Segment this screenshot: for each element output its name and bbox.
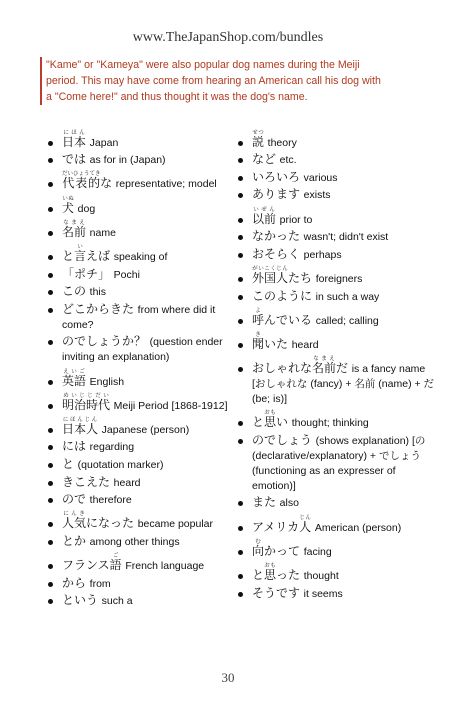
vocab-item (238, 128, 438, 150)
kana-text: のでしょう (252, 432, 313, 447)
vocab-term (252, 410, 289, 430)
vocab-item (238, 586, 438, 601)
vocab-gloss: various (303, 171, 338, 184)
vocab-term (62, 368, 87, 388)
vocab-gloss: from (89, 577, 111, 590)
ruby-base: 思 (264, 415, 277, 430)
vocab-gloss: became popular (137, 518, 213, 531)
kana-text: では (62, 152, 87, 167)
vocab-term (62, 457, 74, 471)
kana-text: んでいる (264, 312, 313, 327)
ruby-word (299, 514, 312, 534)
kana-text: おしゃれな (252, 361, 313, 376)
kana-text: いろいろ (252, 169, 301, 184)
vocab-term (62, 129, 87, 149)
vocab-gloss: called; calling (315, 314, 379, 327)
ruby-base: 向 (252, 543, 265, 558)
vocab-term (62, 152, 86, 166)
vocab-item (48, 439, 238, 454)
vocab-term (252, 495, 276, 509)
furigana: がいこくじん (252, 265, 289, 272)
ruby-word (252, 538, 265, 558)
furigana: おも (264, 563, 277, 570)
vocab-gloss: theory (267, 136, 297, 149)
ruby-word (264, 410, 277, 430)
ruby-base: 人気 (62, 516, 87, 531)
kana-text: 「ポチ」 (62, 266, 111, 281)
kana-text: この (62, 284, 87, 299)
ruby-word (62, 171, 101, 191)
vocab-gloss: foreigners (315, 272, 363, 285)
vocab-gloss: name (89, 226, 116, 239)
ruby-base: 明治時代 (62, 397, 111, 412)
vocab-gloss: French language (125, 560, 205, 573)
ruby-word (252, 331, 265, 351)
ruby-base: 人 (299, 519, 312, 534)
vocab-term (252, 563, 301, 583)
furigana: じん (299, 514, 312, 521)
vocab-term (252, 433, 312, 447)
vocab-gloss: (shows explanation) [の (declarative/explanatory) + でしょう (functioning as an expresser of emotion)] (252, 434, 426, 492)
ruby-word (62, 219, 87, 239)
kana-text: など (252, 152, 277, 167)
vocab-gloss: thought; thinking (291, 417, 369, 430)
vocab-gloss: such a (101, 595, 133, 608)
vocab-term (62, 334, 146, 348)
vocab-item (48, 194, 238, 216)
vocab-term (62, 511, 135, 531)
vocab-term (252, 331, 289, 351)
vocab-item (238, 537, 438, 559)
ruby-base: 聞 (252, 336, 265, 351)
vocab-item (48, 284, 238, 299)
vocab-gloss: (quotation marker) (77, 459, 164, 472)
vocab-item (48, 415, 238, 437)
vocab-gloss: it seems (303, 587, 343, 600)
vocab-item (238, 330, 438, 352)
ruby-word (252, 307, 265, 327)
vocab-item (48, 593, 238, 608)
vocab-item (48, 475, 238, 490)
kana-text: たち (288, 270, 313, 285)
kana-text: また (252, 495, 277, 510)
kana-text: えば (86, 248, 111, 263)
kana-text: な (100, 176, 113, 191)
vocab-term (62, 219, 87, 239)
vocab-term (252, 129, 265, 149)
ruby-base: 日本 (62, 134, 87, 149)
vocab-term (62, 243, 111, 263)
vocab-item (48, 242, 238, 264)
vocab-gloss: this (89, 286, 107, 299)
vocab-term (62, 171, 113, 191)
ruby-word (252, 206, 277, 226)
furigana: いぬ (62, 195, 75, 202)
vocab-gloss: regarding (89, 441, 135, 454)
vocab-term (62, 284, 86, 298)
furigana: いぜん (252, 206, 277, 213)
vocab-term (252, 170, 300, 184)
vocab-gloss: Japanese (person) (101, 423, 190, 436)
vocab-gloss: in such a way (315, 290, 380, 303)
ruby-word (312, 356, 337, 376)
vocab-term (252, 307, 313, 327)
ruby-base: 呼 (252, 312, 265, 327)
vocab-item (48, 510, 238, 532)
vocab-gloss: American (person) (314, 521, 402, 534)
vocab-gloss: as for in (Japan) (89, 154, 166, 167)
vocab-item (238, 187, 438, 202)
ruby-base: 言 (74, 248, 87, 263)
furigana: い (74, 243, 87, 250)
vocab-item (48, 552, 238, 574)
kana-text: になった (86, 516, 135, 531)
kana-text: おそらく (252, 246, 301, 261)
site-url: www.TheJapanShop.com/bundles (132, 30, 324, 45)
vocab-gloss: from where did it come? (62, 303, 216, 331)
kana-text: あります (252, 187, 301, 202)
ruby-word (62, 511, 87, 531)
vocab-term (62, 534, 86, 548)
furigana: なまえ (62, 219, 87, 226)
vocab-item (48, 170, 238, 192)
furigana: よ (252, 307, 265, 314)
kana-text: い (276, 415, 289, 430)
ruby-base: 外国人 (252, 270, 289, 285)
vocab-term (62, 439, 86, 453)
kana-text: だ (336, 361, 349, 376)
vocab-gloss: facing (303, 545, 332, 558)
kana-text: った (276, 568, 301, 583)
vocab-gloss: etc. (279, 154, 297, 167)
furigana: めいじじだい (62, 392, 111, 399)
kana-text: いた (264, 336, 289, 351)
furigana: おも (264, 410, 277, 417)
ruby-word (62, 195, 75, 215)
vocab-item (48, 534, 238, 549)
ruby-word (62, 129, 87, 149)
kana-text: とか (62, 534, 87, 549)
vocab-item (238, 205, 438, 227)
kana-text: と (62, 248, 75, 263)
furigana: せつ (252, 129, 265, 136)
vocab-item (238, 170, 438, 185)
vocab-item (238, 152, 438, 167)
ruby-word (62, 416, 99, 436)
kana-text: フランス (62, 558, 110, 573)
vocab-term (62, 416, 99, 436)
vocab-term (62, 475, 110, 489)
ruby-base: 英語 (62, 373, 87, 388)
kana-text: には (62, 439, 87, 454)
vocab-item (238, 513, 438, 535)
vocab-item (48, 334, 238, 364)
vocab-term (252, 187, 300, 201)
kana-text: アメリカ (252, 519, 300, 534)
kana-text: このように (252, 288, 313, 303)
kana-text: どこからきた (62, 301, 135, 316)
vocab-gloss: Meiji Period [1868-1912] (113, 399, 228, 412)
kana-text: きこえた (62, 474, 111, 489)
vocab-item (48, 492, 238, 507)
vocab-item (238, 289, 438, 304)
ruby-word (62, 368, 87, 388)
vocab-gloss: is a fancy name [おしゃれな (fancy) + 名前 (name) + だ (be; is)] (252, 363, 435, 406)
vocab-item (48, 152, 238, 167)
vocab-term (252, 206, 277, 226)
vocab-item (238, 229, 438, 244)
kana-text: そうです (252, 585, 301, 600)
vocab-term (252, 586, 300, 600)
ruby-word (74, 243, 87, 263)
vocab-item (48, 391, 238, 413)
vocab-item (238, 355, 438, 407)
ruby-word (264, 563, 277, 583)
ruby-base: 思 (264, 568, 277, 583)
kana-text: という (62, 593, 99, 608)
vocab-item (48, 457, 238, 472)
furigana: なまえ (312, 356, 337, 363)
vocab-gloss: representative; model (115, 178, 217, 191)
vocab-term (252, 152, 276, 166)
ruby-base: 語 (109, 558, 122, 573)
furigana: む (252, 538, 265, 545)
vocab-gloss: therefore (89, 494, 132, 507)
vocab-item (48, 218, 238, 240)
furigana: えいご (62, 368, 87, 375)
ruby-word (252, 265, 289, 285)
vocab-gloss: heard (113, 476, 141, 489)
vocab-gloss: dog (77, 202, 96, 215)
vocab-gloss: exists (303, 189, 331, 202)
ruby-base: 代表的 (62, 176, 101, 191)
page-number: 30 (221, 670, 235, 685)
vocab-item (238, 409, 438, 431)
vocab-item (48, 128, 238, 150)
ruby-base: 名前 (62, 224, 87, 239)
kana-text: から (62, 575, 87, 590)
ruby-word (109, 553, 122, 573)
furigana: にほんじん (62, 416, 99, 423)
vocab-term (62, 392, 111, 412)
vocab-term (62, 195, 75, 215)
vocab-gloss: Japan (89, 136, 119, 149)
furigana: にんき (62, 511, 87, 518)
kana-text: かって (264, 543, 301, 558)
vocab-term (252, 229, 300, 243)
vocab-item (238, 433, 438, 493)
kana-text: ので (62, 492, 87, 507)
vocab-item (48, 302, 238, 332)
vocab-item (48, 367, 238, 389)
kana-text: と (252, 415, 265, 430)
vocabulary-list-left (48, 128, 238, 611)
furigana: き (252, 331, 265, 338)
kana-text: なかった (252, 229, 301, 244)
vocab-gloss: English (89, 375, 125, 388)
vocab-gloss: Pochi (113, 268, 140, 281)
vocab-term (62, 267, 110, 281)
vocab-gloss: speaking of (113, 250, 168, 263)
vocab-term (62, 492, 86, 506)
ruby-base: 説 (252, 134, 265, 149)
vocab-gloss: (question ender inviting an explanation) (62, 336, 223, 364)
ruby-base: 日本人 (62, 421, 99, 436)
ruby-word (252, 129, 265, 149)
vocab-gloss: also (279, 497, 299, 510)
vocab-term (252, 247, 300, 261)
note-paragraph: "Kame" or "Kameya" were also popular dog names during the Meiji period. This may have come from hearing an American call his dog with a "Come here!" and thus thought it was the dog's name. (40, 57, 386, 105)
vocabulary-list-right (238, 128, 438, 603)
vocab-item (238, 561, 438, 583)
kana-text: と (62, 457, 75, 472)
vocab-term (62, 553, 122, 573)
vocab-term (252, 356, 349, 376)
kana-text: のでしょうか？ (62, 334, 147, 349)
vocab-gloss: among other things (89, 536, 180, 549)
furigana: だいひょうてき (62, 171, 101, 178)
ruby-base: 以前 (252, 211, 277, 226)
vocab-item (238, 264, 438, 286)
vocab-term (62, 576, 86, 590)
ruby-word (62, 392, 111, 412)
vocab-item (48, 576, 238, 591)
vocab-term (252, 514, 312, 534)
vocab-gloss: wasn't; didn't exist (303, 231, 389, 244)
kana-text: と (252, 568, 265, 583)
furigana: ご (109, 553, 122, 560)
vocab-gloss: thought (303, 570, 339, 583)
vocab-term (252, 289, 312, 303)
vocab-item (238, 247, 438, 262)
ruby-base: 名前 (312, 361, 337, 376)
furigana: にほん (62, 129, 87, 136)
vocab-item (238, 306, 438, 328)
vocab-gloss: perhaps (303, 248, 342, 261)
ruby-base: 犬 (62, 200, 75, 215)
vocab-gloss: heard (291, 338, 319, 351)
vocab-term (62, 302, 134, 316)
vocab-item (48, 267, 238, 282)
vocab-term (62, 593, 98, 607)
vocab-gloss: prior to (279, 213, 313, 226)
vocab-term (252, 265, 313, 285)
vocab-item (238, 495, 438, 510)
vocab-term (252, 538, 301, 558)
